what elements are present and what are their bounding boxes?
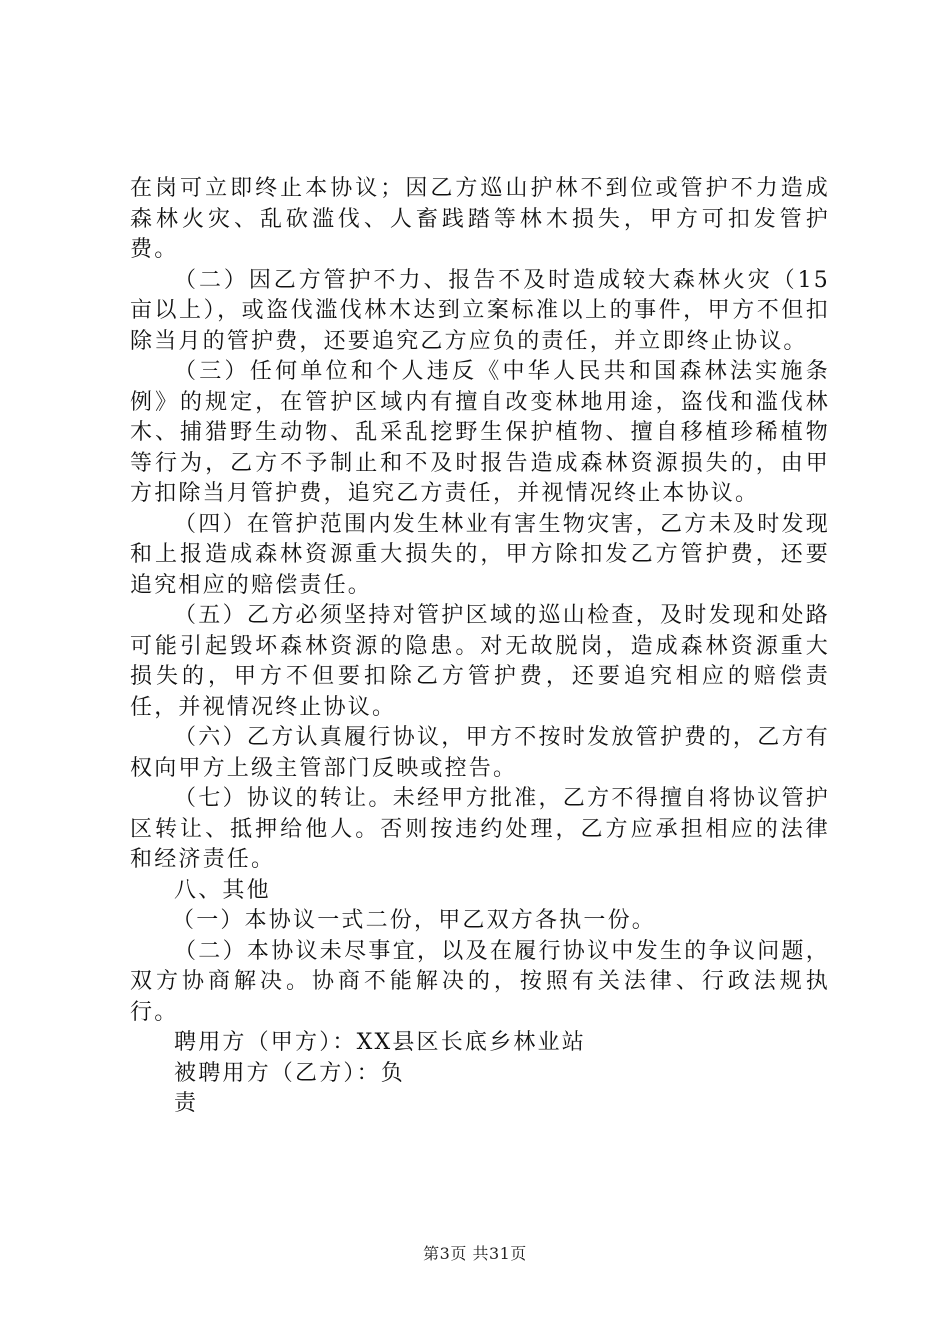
paragraph-clause-6: （六）乙方认真履行协议，甲方不按时发放管护费的，乙方有权向甲方上级主管部门反映或控告。	[130, 725, 830, 781]
document-body	[130, 174, 830, 1120]
paragraph-other-2: （二）本协议未尽事宜，以及在履行协议中发生的争议问题，双方协商解决。协商不能解决的，按照有关法律、行政法规执行。	[130, 938, 830, 1025]
paragraph-clause-3: （三）任何单位和个人违反《中华人民共和国森林法实施条例》的规定，在管护区域内有擅自改变林地用途，盗伐和滥伐林木、捕猎野生动物、乱采乱挖野生保护植物、擅自移植珍稀植物等行为，乙方不予制止和不及时报告造成森林资源损失的，由甲方扣除当月管护费，追究乙方责任，并视情况终止本协议。	[130, 359, 830, 506]
paragraph-clause-4: （四）在管护范围内发生林业有害生物灾害，乙方未及时发现和上报造成森林资源重大损失的，甲方除扣发乙方管护费，还要追究相应的赔偿责任。	[130, 511, 830, 598]
paragraph-continuation: 在岗可立即终止本协议；因乙方巡山护林不到位或管护不力造成森林火灾、乱砍滥伐、人畜践踏等林木损失，甲方可扣发管护费。	[130, 176, 830, 262]
paragraph-clause-2: （二）因乙方管护不力、报告不及时造成较大森林火灾（15亩以上），或盗伐滥伐林木达到立案标准以上的事件，甲方不但扣除当月的管护费，还要追究乙方应负的责任，并立即终止协议。	[130, 267, 830, 354]
page-number-footer: 第3页 共31页	[423, 1244, 527, 1263]
paragraph-clause-7: （七）协议的转让。未经甲方批准，乙方不得擅自将协议管护区转让、抵押给他人。否则按违约处理，乙方应承担相应的法律和经济责任。	[130, 786, 830, 872]
party-b-line: 被聘用方（乙方）：负	[174, 1060, 406, 1086]
paragraph-clause-5: （五）乙方必须坚持对管护区域的巡山检查，及时发现和处路可能引起毁坏森林资源的隐患。对无故脱岗，造成森林资源重大损失的，甲方不但要扣除乙方管护费，还要追究相应的赔偿责任，并视情况终止协议。	[130, 603, 830, 720]
paragraph-other-1: （一）本协议一式二份，甲乙双方各执一份。	[172, 908, 657, 933]
party-a-line: 聘用方（甲方）：XX县区长底乡林业站	[174, 1030, 586, 1055]
section-heading-other: 八、其他	[174, 877, 271, 903]
responsible-line: 责	[174, 1091, 199, 1116]
